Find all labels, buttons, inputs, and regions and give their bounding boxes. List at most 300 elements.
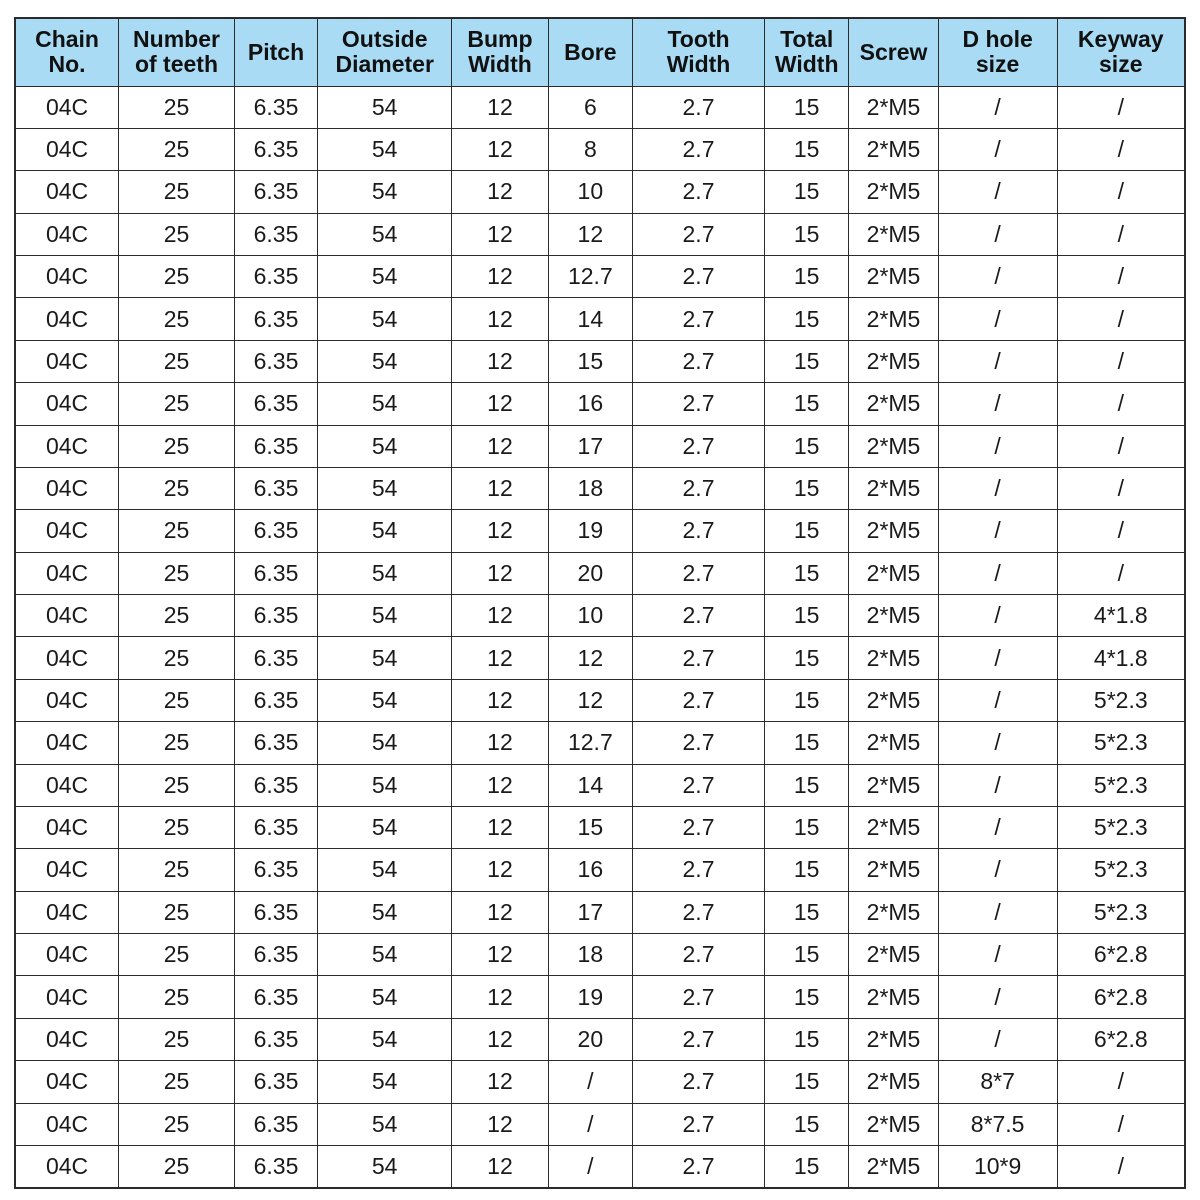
column-header-bore: [548, 18, 632, 86]
table-row: [15, 1145, 1185, 1188]
cell-tooth-width: 2.7: [633, 679, 765, 721]
cell-number-of-teeth: 25: [119, 637, 235, 679]
cell-screw: 2*M5: [849, 256, 938, 298]
cell-screw: 2*M5: [849, 425, 938, 467]
cell-total-width: 15: [765, 467, 849, 509]
table-row: [15, 679, 1185, 721]
cell-total-width: 15: [765, 764, 849, 806]
cell-total-width: 15: [765, 510, 849, 552]
cell-tooth-width: 2.7: [633, 891, 765, 933]
cell-outside-diameter: 54: [318, 722, 452, 764]
cell-bump-width: 12: [452, 637, 548, 679]
cell-number-of-teeth: 25: [119, 976, 235, 1018]
cell-bore: 18: [548, 934, 632, 976]
table-row: [15, 637, 1185, 679]
cell-bore: 14: [548, 764, 632, 806]
cell-bump-width: 12: [452, 934, 548, 976]
cell-total-width: 15: [765, 976, 849, 1018]
cell-bore: 14: [548, 298, 632, 340]
cell-number-of-teeth: 25: [119, 383, 235, 425]
cell-screw: 2*M5: [849, 637, 938, 679]
cell-number-of-teeth: 25: [119, 595, 235, 637]
cell-bump-width: 12: [452, 340, 548, 382]
cell-pitch: 6.35: [234, 1061, 317, 1103]
table-row: [15, 891, 1185, 933]
cell-number-of-teeth: 25: [119, 340, 235, 382]
cell-chain-no: 04C: [15, 552, 119, 594]
cell-chain-no: 04C: [15, 764, 119, 806]
cell-screw: 2*M5: [849, 595, 938, 637]
cell-d-hole-size: /: [938, 764, 1057, 806]
cell-keyway-size: /: [1057, 171, 1185, 213]
cell-screw: 2*M5: [849, 383, 938, 425]
cell-number-of-teeth: 25: [119, 806, 235, 848]
column-header-bump-width: [452, 18, 548, 86]
cell-keyway-size: 6*2.8: [1057, 976, 1185, 1018]
cell-chain-no: 04C: [15, 1145, 119, 1188]
cell-bore: 20: [548, 552, 632, 594]
table-row: [15, 340, 1185, 382]
cell-chain-no: 04C: [15, 1061, 119, 1103]
cell-bump-width: 12: [452, 1061, 548, 1103]
cell-tooth-width: 2.7: [633, 1018, 765, 1060]
column-header-text: Outside: [341, 26, 428, 53]
spec-sheet: [14, 17, 1186, 1189]
cell-screw: 2*M5: [849, 298, 938, 340]
cell-bore: 19: [548, 976, 632, 1018]
cell-bump-width: 12: [452, 171, 548, 213]
cell-number-of-teeth: 25: [119, 213, 235, 255]
table-row: [15, 298, 1185, 340]
cell-keyway-size: /: [1057, 510, 1185, 552]
table-header: [15, 18, 1185, 86]
cell-outside-diameter: 54: [318, 806, 452, 848]
cell-bump-width: 12: [452, 679, 548, 721]
cell-screw: 2*M5: [849, 128, 938, 170]
cell-keyway-size: /: [1057, 425, 1185, 467]
cell-pitch: 6.35: [234, 383, 317, 425]
table-row: [15, 1018, 1185, 1060]
cell-tooth-width: 2.7: [633, 256, 765, 298]
cell-keyway-size: 5*2.3: [1057, 806, 1185, 848]
cell-bump-width: 12: [452, 764, 548, 806]
cell-screw: 2*M5: [849, 806, 938, 848]
cell-pitch: 6.35: [234, 128, 317, 170]
table-row: [15, 849, 1185, 891]
cell-keyway-size: 5*2.3: [1057, 849, 1185, 891]
cell-outside-diameter: 54: [318, 1145, 452, 1188]
cell-pitch: 6.35: [234, 976, 317, 1018]
cell-total-width: 15: [765, 213, 849, 255]
cell-pitch: 6.35: [234, 256, 317, 298]
cell-number-of-teeth: 25: [119, 171, 235, 213]
cell-bump-width: 12: [452, 806, 548, 848]
cell-d-hole-size: /: [938, 298, 1057, 340]
column-header-d-hole-size: [938, 18, 1057, 86]
cell-bore: 12: [548, 679, 632, 721]
table-row: [15, 1061, 1185, 1103]
cell-total-width: 15: [765, 383, 849, 425]
column-header-text: Bump: [467, 26, 533, 53]
cell-d-hole-size: /: [938, 1018, 1057, 1060]
cell-number-of-teeth: 25: [119, 1018, 235, 1060]
column-header-text: Width: [468, 51, 532, 78]
cell-keyway-size: /: [1057, 467, 1185, 509]
cell-d-hole-size: /: [938, 383, 1057, 425]
cell-tooth-width: 2.7: [633, 934, 765, 976]
cell-screw: 2*M5: [849, 340, 938, 382]
cell-outside-diameter: 54: [318, 637, 452, 679]
column-header-tooth-width: [633, 18, 765, 86]
cell-total-width: 15: [765, 86, 849, 128]
cell-tooth-width: 2.7: [633, 849, 765, 891]
cell-total-width: 15: [765, 806, 849, 848]
cell-pitch: 6.35: [234, 467, 317, 509]
cell-tooth-width: 2.7: [633, 510, 765, 552]
cell-d-hole-size: /: [938, 891, 1057, 933]
cell-d-hole-size: /: [938, 86, 1057, 128]
cell-outside-diameter: 54: [318, 1103, 452, 1145]
cell-screw: 2*M5: [849, 86, 938, 128]
table-row: [15, 128, 1185, 170]
cell-chain-no: 04C: [15, 934, 119, 976]
column-header-text: size: [975, 51, 1020, 78]
cell-bump-width: 12: [452, 298, 548, 340]
cell-chain-no: 04C: [15, 722, 119, 764]
cell-total-width: 15: [765, 1018, 849, 1060]
table-row: [15, 86, 1185, 128]
cell-chain-no: 04C: [15, 256, 119, 298]
cell-total-width: 15: [765, 595, 849, 637]
cell-bore: 12: [548, 213, 632, 255]
cell-chain-no: 04C: [15, 849, 119, 891]
cell-bump-width: 12: [452, 595, 548, 637]
cell-screw: 2*M5: [849, 849, 938, 891]
cell-pitch: 6.35: [234, 764, 317, 806]
cell-screw: 2*M5: [849, 467, 938, 509]
cell-total-width: 15: [765, 1103, 849, 1145]
cell-chain-no: 04C: [15, 425, 119, 467]
cell-bump-width: 12: [452, 213, 548, 255]
cell-d-hole-size: /: [938, 425, 1057, 467]
cell-bump-width: 12: [452, 722, 548, 764]
cell-total-width: 15: [765, 340, 849, 382]
cell-screw: 2*M5: [849, 722, 938, 764]
table-row: [15, 934, 1185, 976]
cell-tooth-width: 2.7: [633, 976, 765, 1018]
cell-bore: 15: [548, 340, 632, 382]
cell-chain-no: 04C: [15, 213, 119, 255]
cell-bore: 8: [548, 128, 632, 170]
cell-bump-width: 12: [452, 256, 548, 298]
cell-d-hole-size: /: [938, 679, 1057, 721]
cell-tooth-width: 2.7: [633, 86, 765, 128]
cell-tooth-width: 2.7: [633, 298, 765, 340]
cell-tooth-width: 2.7: [633, 764, 765, 806]
cell-bore: 10: [548, 171, 632, 213]
column-header-text: Screw: [859, 38, 928, 65]
cell-number-of-teeth: 25: [119, 934, 235, 976]
column-header-text: of teeth: [134, 51, 219, 78]
cell-number-of-teeth: 25: [119, 552, 235, 594]
cell-outside-diameter: 54: [318, 86, 452, 128]
cell-screw: 2*M5: [849, 1018, 938, 1060]
table-row: [15, 552, 1185, 594]
cell-tooth-width: 2.7: [633, 637, 765, 679]
cell-number-of-teeth: 25: [119, 1061, 235, 1103]
cell-number-of-teeth: 25: [119, 764, 235, 806]
cell-screw: 2*M5: [849, 552, 938, 594]
cell-tooth-width: 2.7: [633, 128, 765, 170]
cell-d-hole-size: /: [938, 637, 1057, 679]
cell-bore: 15: [548, 806, 632, 848]
cell-bore: 16: [548, 383, 632, 425]
cell-outside-diameter: 54: [318, 891, 452, 933]
cell-keyway-size: /: [1057, 383, 1185, 425]
table-row: [15, 764, 1185, 806]
cell-bump-width: 12: [452, 891, 548, 933]
cell-bore: 17: [548, 425, 632, 467]
column-header-chain-no: [15, 18, 119, 86]
cell-bore: 12.7: [548, 256, 632, 298]
column-header-text: Pitch: [247, 38, 305, 65]
cell-tooth-width: 2.7: [633, 722, 765, 764]
table-row: [15, 722, 1185, 764]
cell-bore: /: [548, 1145, 632, 1188]
cell-outside-diameter: 54: [318, 1018, 452, 1060]
column-header-total-width: [765, 18, 849, 86]
cell-keyway-size: 5*2.3: [1057, 679, 1185, 721]
cell-screw: 2*M5: [849, 679, 938, 721]
cell-screw: 2*M5: [849, 510, 938, 552]
table-row: [15, 595, 1185, 637]
table-row: [15, 976, 1185, 1018]
cell-pitch: 6.35: [234, 679, 317, 721]
cell-tooth-width: 2.7: [633, 467, 765, 509]
cell-d-hole-size: /: [938, 171, 1057, 213]
cell-chain-no: 04C: [15, 1018, 119, 1060]
column-header-pitch: [234, 18, 317, 86]
cell-total-width: 15: [765, 934, 849, 976]
cell-bore: 16: [548, 849, 632, 891]
cell-chain-no: 04C: [15, 86, 119, 128]
cell-d-hole-size: /: [938, 934, 1057, 976]
cell-outside-diameter: 54: [318, 976, 452, 1018]
cell-keyway-size: 5*2.3: [1057, 764, 1185, 806]
cell-pitch: 6.35: [234, 213, 317, 255]
cell-number-of-teeth: 25: [119, 722, 235, 764]
table-row: [15, 510, 1185, 552]
cell-keyway-size: /: [1057, 1061, 1185, 1103]
cell-pitch: 6.35: [234, 595, 317, 637]
cell-chain-no: 04C: [15, 467, 119, 509]
cell-number-of-teeth: 25: [119, 298, 235, 340]
cell-outside-diameter: 54: [318, 298, 452, 340]
cell-d-hole-size: /: [938, 806, 1057, 848]
cell-total-width: 15: [765, 1145, 849, 1188]
cell-d-hole-size: 8*7.5: [938, 1103, 1057, 1145]
cell-tooth-width: 2.7: [633, 425, 765, 467]
column-header-text: Bore: [564, 38, 617, 65]
cell-tooth-width: 2.7: [633, 1061, 765, 1103]
cell-keyway-size: /: [1057, 552, 1185, 594]
cell-keyway-size: /: [1057, 128, 1185, 170]
cell-d-hole-size: /: [938, 595, 1057, 637]
cell-number-of-teeth: 25: [119, 256, 235, 298]
cell-bump-width: 12: [452, 1018, 548, 1060]
column-header-text: No.: [48, 51, 86, 78]
cell-tooth-width: 2.7: [633, 213, 765, 255]
cell-outside-diameter: 54: [318, 383, 452, 425]
cell-bump-width: 12: [452, 510, 548, 552]
cell-pitch: 6.35: [234, 637, 317, 679]
cell-number-of-teeth: 25: [119, 128, 235, 170]
cell-bore: 18: [548, 467, 632, 509]
cell-total-width: 15: [765, 128, 849, 170]
cell-d-hole-size: /: [938, 340, 1057, 382]
cell-keyway-size: 4*1.8: [1057, 595, 1185, 637]
cell-pitch: 6.35: [234, 552, 317, 594]
cell-number-of-teeth: 25: [119, 467, 235, 509]
cell-total-width: 15: [765, 679, 849, 721]
cell-chain-no: 04C: [15, 679, 119, 721]
cell-outside-diameter: 54: [318, 849, 452, 891]
cell-bump-width: 12: [452, 1145, 548, 1188]
cell-number-of-teeth: 25: [119, 891, 235, 933]
cell-pitch: 6.35: [234, 1018, 317, 1060]
column-header-text: size: [1099, 51, 1143, 78]
cell-bore: 6: [548, 86, 632, 128]
cell-screw: 2*M5: [849, 891, 938, 933]
cell-d-hole-size: /: [938, 256, 1057, 298]
table-body: [15, 86, 1185, 1188]
cell-screw: 2*M5: [849, 1061, 938, 1103]
cell-pitch: 6.35: [234, 1145, 317, 1188]
cell-tooth-width: 2.7: [633, 171, 765, 213]
cell-bump-width: 12: [452, 425, 548, 467]
cell-bump-width: 12: [452, 383, 548, 425]
cell-bump-width: 12: [452, 467, 548, 509]
cell-outside-diameter: 54: [318, 340, 452, 382]
column-header-screw: [849, 18, 938, 86]
cell-d-hole-size: /: [938, 213, 1057, 255]
cell-number-of-teeth: 25: [119, 425, 235, 467]
cell-number-of-teeth: 25: [119, 510, 235, 552]
cell-pitch: 6.35: [234, 806, 317, 848]
cell-total-width: 15: [765, 552, 849, 594]
table-row: [15, 806, 1185, 848]
column-header-text: Number: [133, 26, 220, 53]
cell-bore: 19: [548, 510, 632, 552]
column-header-text: Width: [774, 51, 839, 78]
cell-tooth-width: 2.7: [633, 1145, 765, 1188]
column-header-number-of-teeth: [119, 18, 235, 86]
cell-keyway-size: 5*2.3: [1057, 891, 1185, 933]
table-row: [15, 425, 1185, 467]
cell-keyway-size: /: [1057, 1145, 1185, 1188]
cell-pitch: 6.35: [234, 1103, 317, 1145]
cell-number-of-teeth: 25: [119, 86, 235, 128]
cell-chain-no: 04C: [15, 637, 119, 679]
cell-screw: 2*M5: [849, 976, 938, 1018]
cell-screw: 2*M5: [849, 213, 938, 255]
column-header-keyway-size: [1057, 18, 1185, 86]
column-header-text: Keyway: [1077, 26, 1164, 53]
cell-outside-diameter: 54: [318, 552, 452, 594]
header-row: [15, 18, 1185, 86]
sprocket-spec-table: [14, 17, 1186, 1189]
column-header-text: D hole: [962, 26, 1033, 53]
cell-number-of-teeth: 25: [119, 679, 235, 721]
cell-bump-width: 12: [452, 976, 548, 1018]
cell-outside-diameter: 54: [318, 679, 452, 721]
cell-bore: 17: [548, 891, 632, 933]
cell-pitch: 6.35: [234, 849, 317, 891]
column-header-text: Diameter: [335, 51, 434, 78]
cell-keyway-size: 4*1.8: [1057, 637, 1185, 679]
cell-d-hole-size: /: [938, 510, 1057, 552]
cell-outside-diameter: 54: [318, 764, 452, 806]
cell-d-hole-size: /: [938, 722, 1057, 764]
cell-pitch: 6.35: [234, 171, 317, 213]
cell-chain-no: 04C: [15, 340, 119, 382]
cell-number-of-teeth: 25: [119, 1145, 235, 1188]
cell-bore: /: [548, 1103, 632, 1145]
cell-total-width: 15: [765, 637, 849, 679]
cell-keyway-size: /: [1057, 1103, 1185, 1145]
cell-outside-diameter: 54: [318, 467, 452, 509]
cell-keyway-size: /: [1057, 256, 1185, 298]
table-row: [15, 171, 1185, 213]
cell-chain-no: 04C: [15, 1103, 119, 1145]
cell-d-hole-size: /: [938, 976, 1057, 1018]
cell-keyway-size: 6*2.8: [1057, 1018, 1185, 1060]
cell-tooth-width: 2.7: [633, 595, 765, 637]
cell-total-width: 15: [765, 891, 849, 933]
table-row: [15, 1103, 1185, 1145]
cell-bore: 12: [548, 637, 632, 679]
cell-chain-no: 04C: [15, 806, 119, 848]
cell-outside-diameter: 54: [318, 595, 452, 637]
cell-total-width: 15: [765, 722, 849, 764]
cell-pitch: 6.35: [234, 340, 317, 382]
column-header-text: Tooth: [667, 26, 730, 53]
cell-outside-diameter: 54: [318, 425, 452, 467]
cell-total-width: 15: [765, 849, 849, 891]
cell-total-width: 15: [765, 1061, 849, 1103]
cell-outside-diameter: 54: [318, 510, 452, 552]
table-row: [15, 256, 1185, 298]
cell-chain-no: 04C: [15, 298, 119, 340]
cell-bore: 10: [548, 595, 632, 637]
column-header-text: Total: [780, 26, 834, 53]
cell-outside-diameter: 54: [318, 256, 452, 298]
cell-pitch: 6.35: [234, 722, 317, 764]
cell-keyway-size: /: [1057, 86, 1185, 128]
table-row: [15, 467, 1185, 509]
cell-screw: 2*M5: [849, 764, 938, 806]
cell-chain-no: 04C: [15, 171, 119, 213]
cell-bump-width: 12: [452, 1103, 548, 1145]
cell-bore: 12.7: [548, 722, 632, 764]
cell-keyway-size: 6*2.8: [1057, 934, 1185, 976]
cell-keyway-size: /: [1057, 340, 1185, 382]
cell-tooth-width: 2.7: [633, 340, 765, 382]
cell-chain-no: 04C: [15, 595, 119, 637]
cell-outside-diameter: 54: [318, 171, 452, 213]
cell-tooth-width: 2.7: [633, 1103, 765, 1145]
cell-keyway-size: /: [1057, 298, 1185, 340]
